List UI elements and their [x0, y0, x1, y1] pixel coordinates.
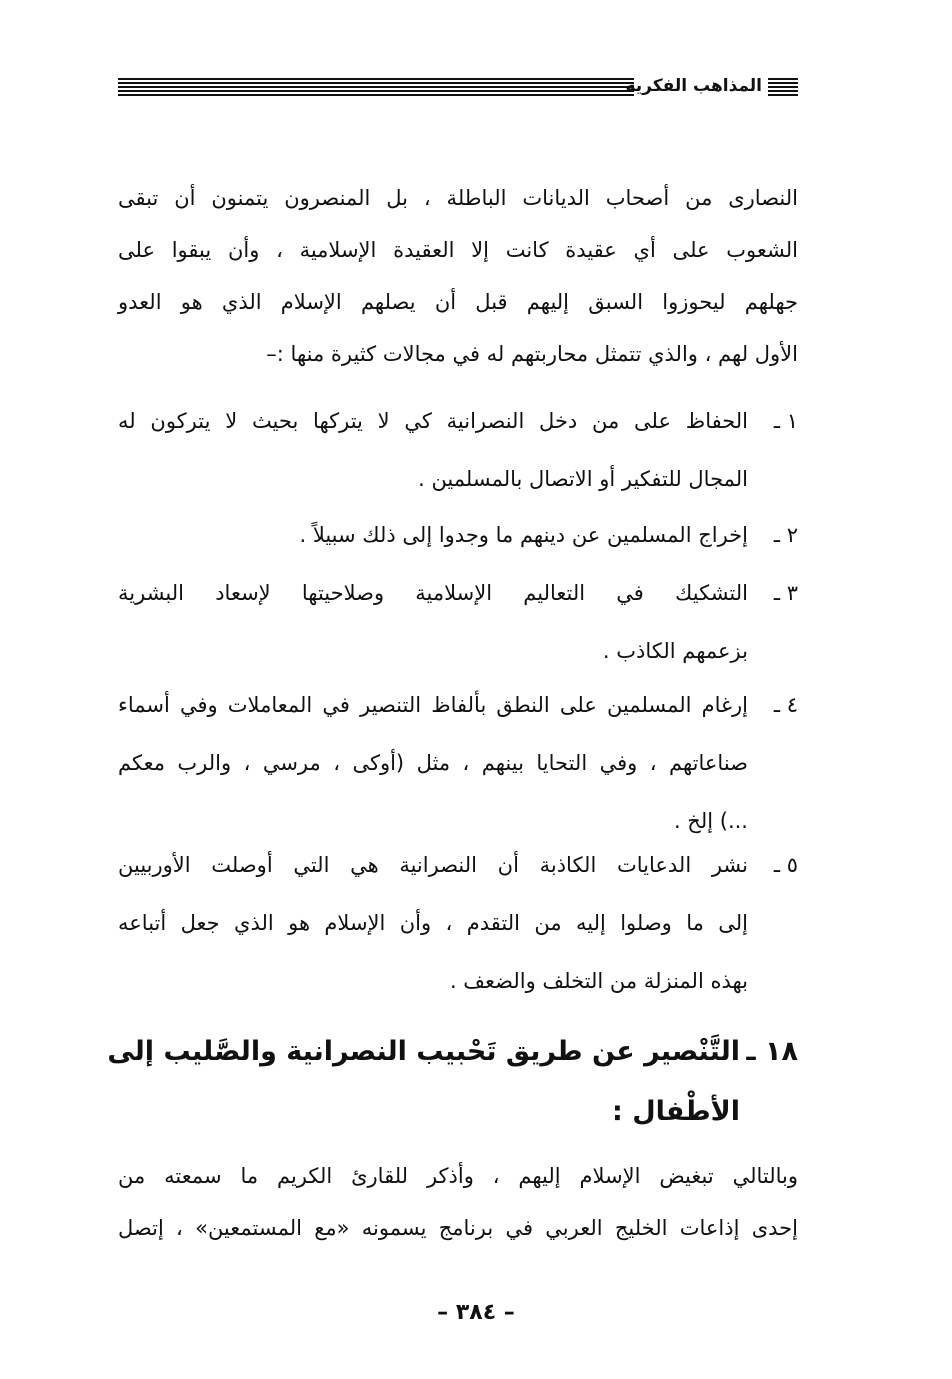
intro-line: الأول لهم ، والذي تتمثل محاربتهم له في مجالات كثيرة منها :– — [266, 342, 798, 366]
running-header — [118, 72, 798, 106]
list-item — [118, 506, 798, 564]
list-item-line: التشكيك في التعاليم الإسلامية وصلاحيتها لإسعاد البشرية — [118, 581, 748, 605]
closing-paragraph — [118, 1150, 798, 1254]
list-item-line: إرغام المسلمين على النطق بألفاظ التنصير في المعاملات وفي أسماء — [118, 693, 748, 717]
list-item-line: صناعاتهم ، وفي التحايا بينهم ، مثل (أوكى ، مرسي ، والرب معكم — [118, 751, 748, 775]
intro-line: جهلهم ليحوزوا السبق إليهم قبل أن يصلهم الإسلام الذي هو العدو — [118, 290, 798, 314]
section-heading-line: التَّنْصير عن طريق تَحْبيب النصرانية والصَّليب إلى — [107, 1036, 740, 1067]
closing-line: إحدى إذاعات الخليج العربي في برنامج يسمونه «مع المستمعين» ، إتصل — [118, 1216, 798, 1240]
intro-paragraph — [118, 172, 798, 380]
list-item-line: إلى ما وصلوا إليه من التقدم ، وأن الإسلام هو الذي جعل أتباعه — [118, 911, 748, 935]
list-item-number: ٢ ـ — [773, 523, 798, 547]
header-rule-left — [118, 78, 634, 100]
list-item-line: ...) إلخ . — [673, 809, 748, 833]
list-item — [118, 392, 798, 508]
list-item-line: إخراج المسلمين عن دينهم ما وجدوا إلى ذلك سبيلاً . — [299, 523, 748, 547]
header-rule-right — [768, 78, 798, 100]
section-heading — [107, 1022, 798, 1142]
intro-line: النصارى من أصحاب الديانات الباطلة ، بل المنصرون يتمنون أن تبقى — [118, 186, 798, 210]
list-item-line: بزعمهم الكاذب . — [602, 639, 748, 663]
list-item — [118, 836, 798, 1010]
page-number: – ٣٨٤ – — [437, 1300, 515, 1325]
list-item-line: بهذه المنزلة من التخلف والضعف . — [449, 969, 748, 993]
list-item — [118, 676, 798, 850]
section-heading-line: الأطْفال : — [612, 1096, 740, 1127]
list-item-number: ٤ ـ — [773, 693, 798, 717]
closing-line: وبالتالي تبغيض الإسلام إليهم ، وأذكر للقارئ الكريم ما سمعته من — [118, 1164, 798, 1188]
intro-line: الشعوب على أي عقيدة كانت إلا العقيدة الإسلامية ، وأن يبقوا على — [118, 238, 798, 262]
list-item — [118, 564, 798, 680]
list-item-number: ٥ ـ — [773, 853, 798, 877]
list-item-line: نشر الدعايات الكاذبة أن النصرانية هي التي أوصلت الأوربيين — [118, 853, 748, 877]
header-title: المذاهب الفكرية — [625, 76, 762, 96]
section-number: ١٨ ـ — [746, 1036, 798, 1067]
list-item-number: ٣ ـ — [773, 581, 798, 605]
list-item-line: الحفاظ على من دخل النصرانية كي لا يتركها بحيث لا يتركون له — [118, 409, 748, 433]
list-item-number: ١ ـ — [773, 409, 798, 433]
list-item-line: المجال للتفكير أو الاتصال بالمسلمين . — [418, 467, 748, 491]
